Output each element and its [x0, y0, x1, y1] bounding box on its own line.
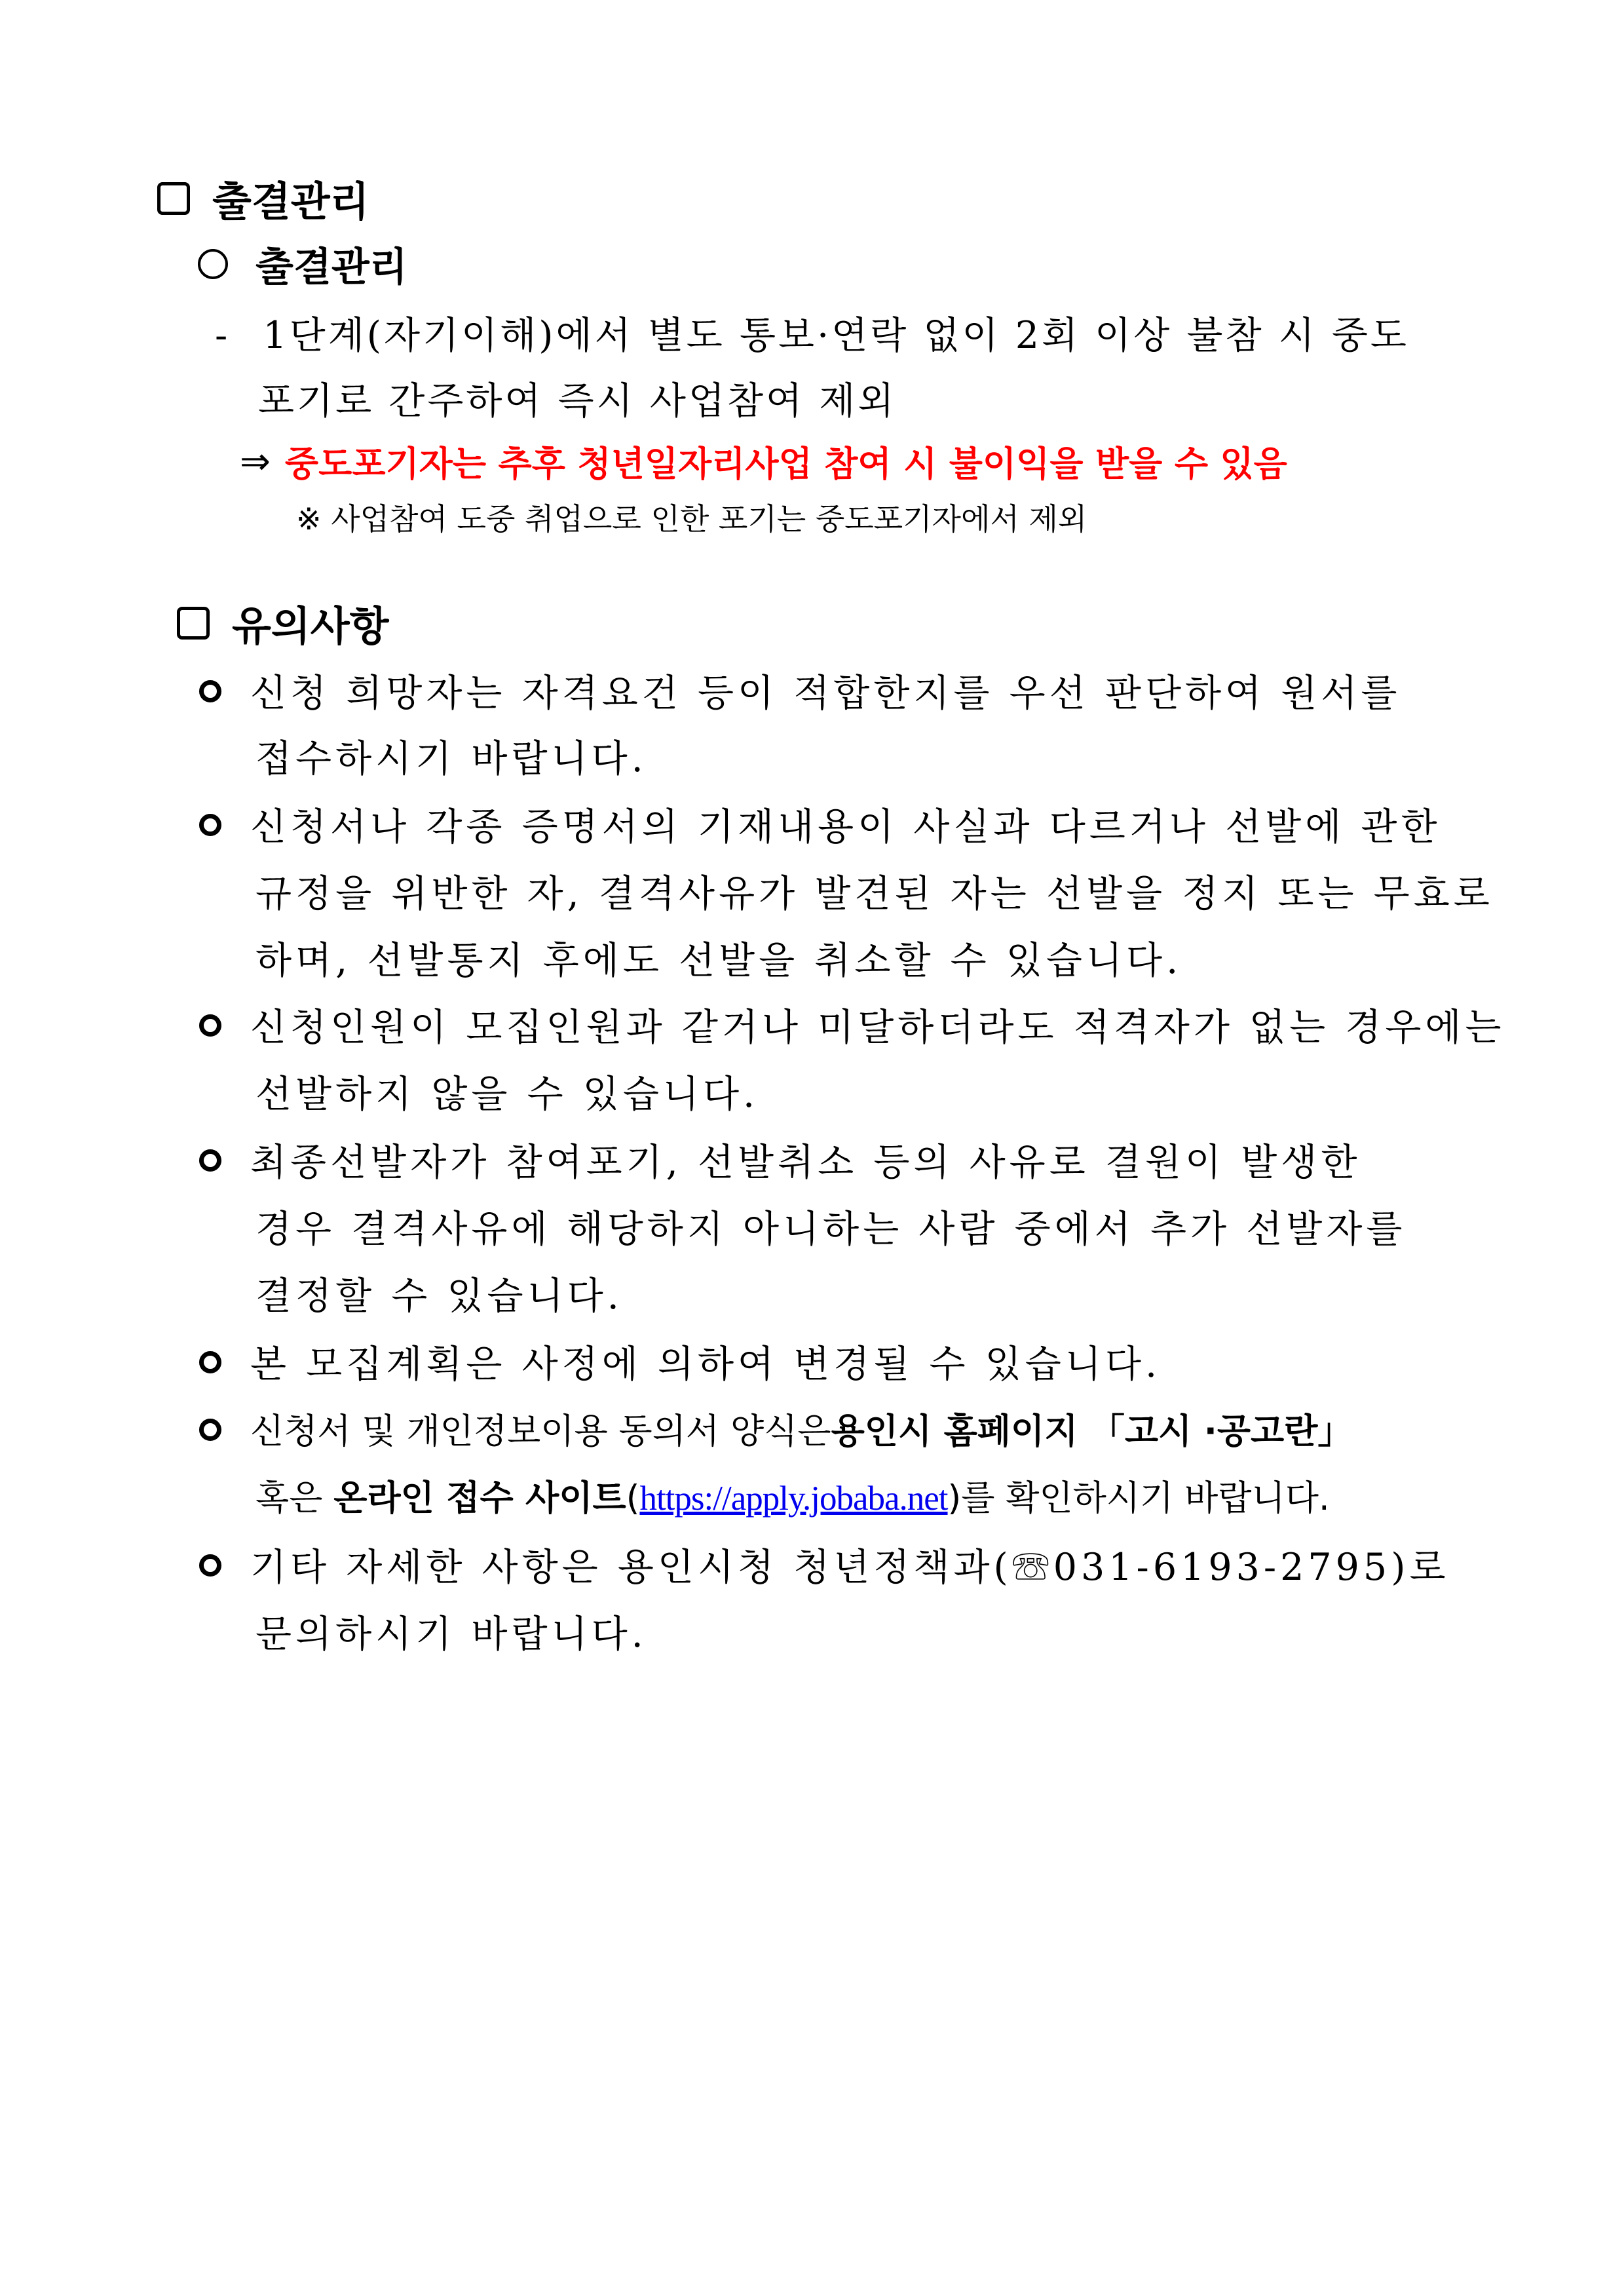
notice-item-2: [199, 797, 1441, 851]
notice-item-6: [199, 1404, 1352, 1453]
checkbox-square-icon: [177, 607, 210, 640]
section-heading-notice: [177, 594, 389, 652]
ring-bullet-icon: [199, 680, 221, 702]
subheading-attendance: [198, 236, 407, 292]
warning-line: [240, 436, 1287, 486]
notice-item-3: [199, 997, 1505, 1051]
notice-item-1: [199, 663, 1401, 717]
notice-item-5-line1: 본 모집계획은 사정에 의하여 변경될 수 있습니다.: [250, 1343, 1161, 1386]
subheading-text: 출결관리: [255, 244, 407, 290]
notice-item-7: [199, 1537, 1450, 1591]
notice-item-1-cont: [255, 729, 647, 782]
dash-item-line1: [215, 305, 1409, 359]
notice-item-6-line2-b: 온라인 접수 사이트: [333, 1478, 626, 1518]
notice-item-2-line3: 하며, 선발통지 후에도 선발을 취소할 수 있습니다.: [255, 939, 1182, 982]
apply-site-link[interactable]: https://apply.jobaba.net: [639, 1480, 948, 1518]
notice-item-1-line2: 접수하시기 바랍니다.: [255, 737, 647, 780]
notice-item-4-line3: 결정할 수 있습니다.: [255, 1274, 623, 1318]
notice-item-1-line1: 신청 희망자는 자격요건 등이 적합한지를 우선 판단하여 원서를: [250, 672, 1401, 715]
notice-item-7-line2: 문의하시기 바랍니다.: [255, 1613, 647, 1656]
dash-item-line2: [258, 371, 896, 425]
notice-item-4-cont1: [255, 1199, 1406, 1253]
dash-item-text-1: 1단계(자기이해)에서 별도 통보·연락 없이 2회 이상 불참 시 중도: [263, 314, 1409, 357]
section-heading-attendance: [157, 169, 369, 227]
ring-bullet-icon: [199, 1419, 221, 1441]
notice-item-2-cont1: [255, 864, 1494, 917]
notice-item-3-line1: 신청인원이 모집인원과 같거나 미달하더라도 적격자가 없는 경우에는: [250, 1006, 1505, 1049]
checkbox-square-icon: [157, 182, 190, 215]
notice-item-2-line2: 규정을 위반한 자, 결격사유가 발견된 자는 선발을 정지 또는 무효로: [255, 872, 1494, 915]
notice-item-7-cont: [255, 1604, 647, 1658]
ring-bullet-icon: [199, 1149, 221, 1172]
notice-item-2-cont2: [255, 930, 1182, 984]
dash-item-text-2: 포기로 간주하여 즉시 사업참여 제외: [258, 379, 897, 423]
notice-item-3-line2: 선발하지 않을 수 있습니다.: [255, 1073, 759, 1116]
dash-marker: -: [215, 314, 231, 357]
ring-bullet-icon: [199, 814, 221, 836]
warning-text: 중도포기자는 추후 청년일자리사업 참여 시 불이익을 받을 수 있음: [284, 444, 1287, 484]
notice-item-6-cont: [255, 1470, 1330, 1520]
notice-item-6-line2-d: ): [947, 1478, 962, 1518]
notice-item-7-line1: 기타 자세한 사항은 용인시청 청년정책과(☏031-6193-2795)로: [250, 1546, 1450, 1589]
notice-item-2-line1: 신청서나 각종 증명서의 기재내용이 사실과 다르거나 선발에 관한: [250, 805, 1441, 849]
note-line: [296, 495, 1087, 539]
note-text: ※ 사업참여 도중 취업으로 인한 포기는 중도포기자에서 제외: [296, 501, 1087, 537]
ring-bullet-icon: [199, 1351, 221, 1373]
notice-item-4-line1: 최종선발자가 참여포기, 선발취소 등의 사유로 결원이 발생한: [250, 1141, 1361, 1184]
notice-item-5: [199, 1334, 1161, 1388]
section-heading-text: 출결관리: [212, 178, 369, 225]
notice-item-4-line2: 경우 결격사유에 해당하지 아니하는 사람 중에서 추가 선발자를: [255, 1208, 1407, 1251]
notice-item-6-line2-a: 혹은: [255, 1478, 334, 1518]
notice-item-6-line2-c: (: [626, 1478, 640, 1518]
notice-item-4-cont2: [255, 1266, 623, 1320]
ring-bullet-icon: [199, 1554, 221, 1577]
notice-item-3-cont: [255, 1064, 759, 1118]
notice-item-6-line1-b: 용인시 홈페이지 「고시 ·공고란」: [831, 1411, 1353, 1451]
arrow-icon: ⇒: [240, 440, 271, 483]
notice-item-6-line2-e: 를 확인하시기 바랍니다.: [961, 1478, 1330, 1518]
notice-item-6-line1-a: 신청서 및 개인정보이용 동의서 양식은: [250, 1411, 831, 1451]
notice-item-4: [199, 1132, 1361, 1186]
circle-bullet-icon: [198, 249, 228, 279]
section-heading-text: 유의사항: [232, 602, 389, 650]
ring-bullet-icon: [199, 1014, 221, 1037]
